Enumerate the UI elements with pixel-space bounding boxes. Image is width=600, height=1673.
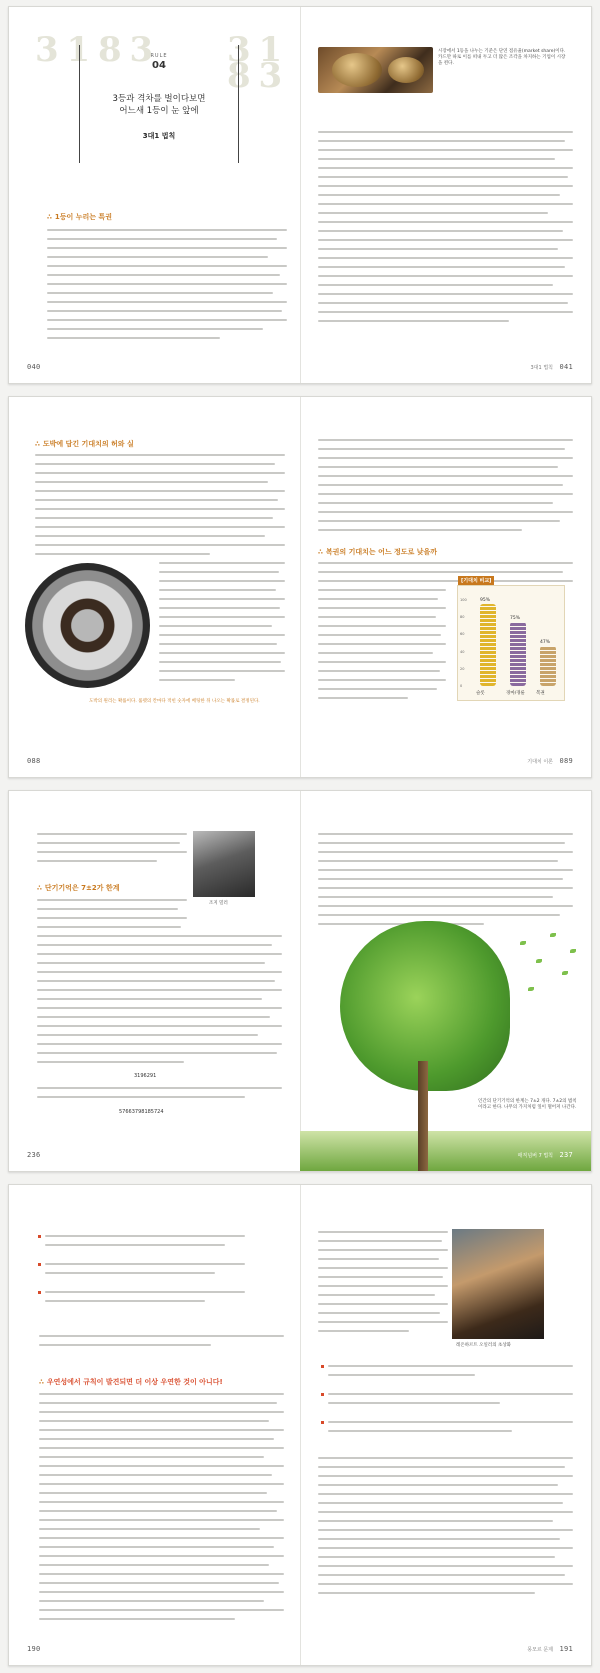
page-191 — [300, 1185, 591, 1665]
page-237 — [300, 791, 591, 1171]
page-089 — [300, 397, 591, 777]
bar-value-label: 75% — [510, 615, 521, 621]
x-category-label: 슬롯 — [476, 691, 485, 696]
photo-caption: 시장에서 1등을 나누는 기준은 단연 점유율(market share)이다. 카드만 따로 이를 떠내 두고 더 많은 조각을 차지하는 기업이 시장을 쥔다. — [438, 49, 566, 66]
page-number: 191 — [559, 1645, 573, 1653]
body-text — [318, 1457, 573, 1601]
george-miller-portrait — [193, 831, 255, 897]
running-head: 기대치 이론 — [527, 759, 553, 765]
decorative-numbers-left: 3 1 8 3 — [35, 30, 152, 70]
body-text — [37, 935, 282, 1070]
bullet-2 — [45, 1263, 245, 1281]
page-041 — [300, 7, 591, 383]
bullet-1 — [328, 1365, 573, 1383]
running-head: 몽모르 문제 — [527, 1647, 553, 1653]
photo-caption: 도박의 원리는 확률이다. 룰렛의 칸마다 적힌 숫자에 베팅한 뒤 나오는 확률로 결정된다. — [89, 699, 260, 704]
section-heading: ∴ 복권의 기대치는 어느 정도로 낮을까 — [318, 548, 438, 556]
page-number: 089 — [559, 757, 573, 765]
chapter-title-line2: 어느새 1등이 눈 앞에 — [119, 106, 199, 116]
bullet-3 — [328, 1421, 573, 1439]
tree-head-illustration — [300, 911, 592, 1172]
body-text — [37, 1087, 282, 1105]
y-tick-label: 60 — [460, 632, 465, 637]
page-236 — [9, 791, 300, 1171]
page-number: 040 — [27, 363, 41, 371]
page-number: 088 — [27, 757, 41, 765]
page-number: 190 — [27, 1645, 41, 1653]
chart-title: [기대치 비교] — [458, 576, 494, 585]
body-text — [47, 229, 287, 346]
running-head: 3대1 법칙 — [530, 365, 553, 371]
running-head: 매직넘버 7 법칙 — [517, 1153, 553, 1159]
body-text-wrap — [159, 562, 285, 688]
body-text — [318, 439, 573, 538]
page-number: 237 — [559, 1151, 573, 1159]
triangle-dots-icon: ∴ — [39, 1378, 44, 1386]
portrait-caption: 조지 밀러 — [209, 901, 228, 906]
body-text — [318, 131, 573, 329]
x-category-label: 복권 — [536, 691, 545, 696]
number-example-2: 57663798185724 — [119, 1109, 164, 1115]
y-tick-label: 40 — [460, 649, 465, 654]
bar-value-label: 47% — [540, 639, 551, 645]
spread-3 — [8, 790, 592, 1172]
body-text — [35, 454, 285, 562]
page-088 — [9, 397, 300, 777]
bar-value-label: 95% — [480, 598, 491, 604]
spread-4 — [8, 1184, 592, 1666]
triangle-dots-icon: ∴ — [318, 548, 323, 556]
body-text-wrap — [318, 1231, 448, 1339]
euler-portrait — [452, 1229, 544, 1339]
illustration-caption: 인간의 단기기억의 한계는 7±2 개다. 7±2의 법칙이라고 한다. 나무의 가지처럼 잎이 떨어져 나간다. — [478, 1099, 577, 1110]
triangle-dots-icon: ∴ — [47, 213, 52, 221]
roulette-photo — [17, 557, 157, 697]
body-text-wrap — [318, 589, 446, 706]
page-040 — [9, 7, 300, 383]
y-tick-label: 100 — [460, 598, 467, 602]
coins-photo — [318, 47, 433, 93]
triangle-dots-icon: ∴ — [35, 440, 40, 448]
chapter-subtitle: 3대1 법칙 — [142, 132, 176, 140]
section-heading: ∴ 단기기억은 7±2가 한계 — [37, 884, 120, 892]
y-tick-label: 80 — [460, 615, 465, 620]
section-heading: ∴ 1등이 누리는 특권 — [47, 213, 112, 221]
number-example-1: 3196291 — [134, 1073, 157, 1079]
body-text-wrap — [37, 899, 187, 935]
chapter-title-block — [79, 45, 239, 163]
bar-1 — [510, 622, 526, 687]
page-number: 041 — [559, 363, 573, 371]
bullet-2 — [328, 1393, 573, 1411]
expected-value-chart — [457, 578, 565, 701]
chapter-title-line1: 3등과 격차를 벌이다보면 — [112, 94, 206, 104]
decorative-numbers-right: 3 1 8 3 — [227, 30, 281, 96]
y-tick-label: 20 — [460, 666, 465, 671]
page-number: 236 — [27, 1151, 41, 1159]
bar-2 — [540, 646, 556, 686]
rule-label: RULE — [150, 53, 168, 59]
x-category-label: 경마/경륜 — [506, 691, 525, 696]
section-heading: ∴ 우연성에서 규칙이 발견되면 더 이상 우연한 것이 아니다! — [39, 1378, 223, 1386]
body-text — [39, 1393, 284, 1627]
bar-0 — [480, 604, 496, 686]
section-heading: ∴ 도박에 담긴 기대치의 허와 실 — [35, 440, 134, 448]
bullet-1 — [45, 1235, 245, 1253]
triangle-dots-icon: ∴ — [37, 884, 42, 892]
portrait-caption: 레온하르트 오일러의 초상화 — [456, 1343, 512, 1348]
rule-number: 04 — [152, 60, 166, 71]
bullet-3 — [45, 1291, 245, 1309]
y-tick-label: 0 — [460, 684, 463, 688]
spread-1 — [8, 6, 592, 384]
page-190 — [9, 1185, 300, 1665]
body-text-wrap — [37, 833, 187, 869]
body-text — [39, 1335, 284, 1353]
spread-2 — [8, 396, 592, 778]
